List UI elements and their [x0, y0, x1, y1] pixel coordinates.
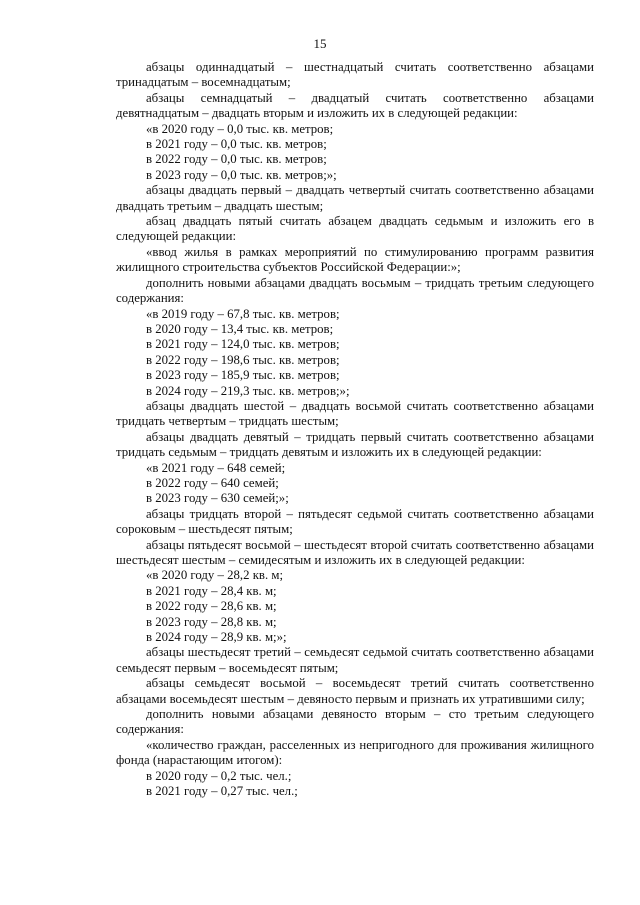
paragraph: «ввод жилья в рамках мероприятий по стимулированию программ развития жилищного строительства субъектов Российской Федерации:»;: [116, 244, 594, 275]
paragraph: дополнить новыми абзацами двадцать восьмым – тридцать третьим следующего содержания:: [116, 275, 594, 306]
paragraph: абзацы двадцать первый – двадцать четвертый считать соответственно абзацами двадцать третьим – двадцать шестым;: [116, 183, 594, 213]
paragraph: абзацы семьдесят восьмой – восемьдесят третий считать соответственно абзацами восемьдесят шестым – девяносто первым и признать их утратившими силу;: [116, 676, 594, 706]
list-line: в 2020 году – 13,4 тыс. кв. метров;: [146, 321, 334, 336]
paragraph: абзацы шестьдесят третий – семьдесят седьмой считать соответственно абзацами семьдесят первым – восемьдесят пятым;: [116, 645, 594, 675]
paragraph: абзацы двадцать девятый – тридцать первый считать соответственно абзацами тридцать седьмым – тридцать девятым и изложить их в следующей редакции:: [116, 429, 594, 460]
paragraph: абзацы одиннадцатый – шестнадцатый считать соответственно абзацами тринадцатым – восемнадцатым;: [116, 60, 594, 90]
list-line: в 2024 году – 28,9 кв. м;»;: [146, 630, 287, 645]
list-line: в 2023 году – 0,0 тыс. кв. метров;»;: [146, 167, 337, 182]
list-line: в 2021 году – 124,0 тыс. кв. метров;: [146, 337, 340, 352]
list-line: «в 2021 году – 648 семей;: [146, 460, 286, 475]
paragraph: абзацы двадцать шестой – двадцать восьмой считать соответственно абзацами тридцать четвертым – тридцать шестым;: [116, 398, 594, 429]
list-line: «в 2020 году – 0,0 тыс. кв. метров;: [146, 121, 334, 136]
list-line: в 2022 году – 28,6 кв. м;: [146, 599, 277, 614]
list-line: в 2023 году – 185,9 тыс. кв. метров;: [146, 368, 340, 383]
list-line: в 2024 году – 219,3 тыс. кв. метров;»;: [146, 383, 350, 398]
paragraph: абзацы тридцать второй – пятьдесят седьмой считать соответственно абзацами сороковым – шестьдесят пятым;: [116, 506, 594, 537]
paragraph: дополнить новыми абзацами девяносто вторым – сто третьим следующего содержания:: [116, 707, 594, 737]
list-line: в 2021 году – 0,27 тыс. чел.;: [146, 784, 298, 799]
list-line: в 2023 году – 630 семей;»;: [146, 491, 289, 506]
paragraph: абзацы пятьдесят восьмой – шестьдесят второй считать соответственно абзацами шестьдесят шестым – семидесятым и изложить их в следующей редакции:: [116, 537, 594, 567]
list-line: в 2022 году – 0,0 тыс. кв. метров;: [146, 152, 327, 167]
list-line: в 2023 году – 28,8 кв. м;: [146, 614, 277, 629]
paragraph: абзац двадцать пятый считать абзацем двадцать седьмым и изложить его в следующей редакции:: [116, 214, 594, 244]
paragraph: «количество граждан, расселенных из непригодного для проживания жилищного фонда (нарастающим итогом):: [116, 737, 594, 768]
list-line: в 2022 году – 640 семей;: [146, 475, 279, 490]
document-body: [116, 60, 594, 800]
list-line: «в 2019 году – 67,8 тыс. кв. метров;: [146, 306, 340, 321]
paragraph: абзацы семнадцатый – двадцатый считать соответственно абзацами девятнадцатым – двадцать вторым и изложить их в следующей редакции:: [116, 90, 594, 121]
page-number: 15: [313, 36, 327, 51]
list-line: в 2022 году – 198,6 тыс. кв. метров;: [146, 352, 340, 367]
list-line: в 2020 году – 0,2 тыс. чел.;: [146, 768, 292, 783]
list-line: «в 2020 году – 28,2 кв. м;: [146, 568, 284, 583]
list-line: в 2021 году – 28,4 кв. м;: [146, 583, 277, 598]
list-line: в 2021 году – 0,0 тыс. кв. метров;: [146, 137, 327, 152]
